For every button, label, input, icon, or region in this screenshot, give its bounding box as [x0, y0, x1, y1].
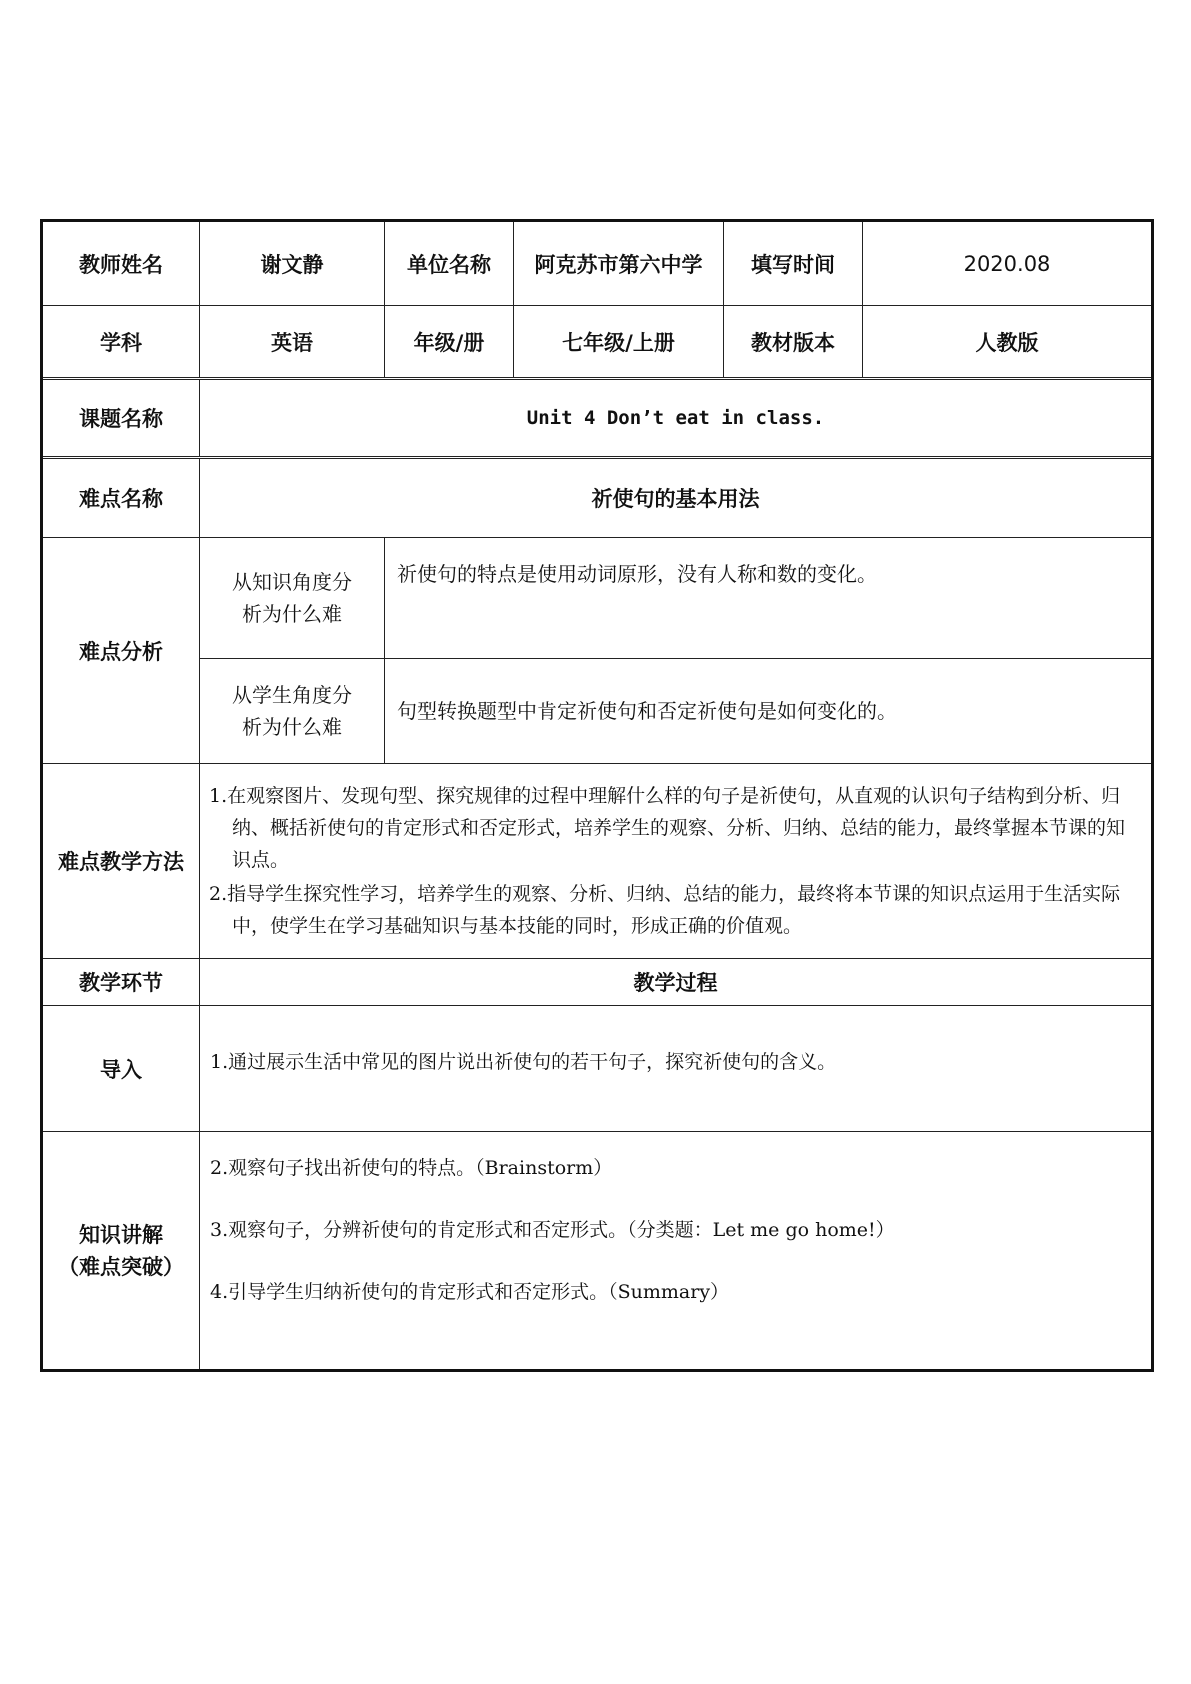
student-angle-text: 句型转换题型中肯定祈使句和否定祈使句是如何变化的。	[397, 699, 897, 723]
subject-value: 英语	[200, 306, 385, 377]
student-analysis-row	[200, 659, 1151, 763]
row-teacher-info	[43, 222, 1151, 306]
grade-label: 年级/册	[385, 306, 514, 377]
method-item-1: 1.在观察图片、发现句型、探究规律的过程中理解什么样的句子是祈使句，从直观的认识句子结构到分析、归纳、概括祈使句的肯定形式和否定形式，培养学生的观察、分析、归纳、总结的能力，最终掌握本节课的知识点。	[209, 785, 1126, 871]
difficulty-value: 祈使句的基本用法	[591, 487, 760, 511]
method-label: 难点教学方法	[43, 764, 200, 958]
row-process-header	[43, 959, 1151, 1006]
analysis-label: 难点分析	[43, 538, 200, 763]
edition-label: 教材版本	[724, 306, 863, 377]
row-knowledge	[43, 1132, 1151, 1369]
method-content	[200, 764, 1151, 958]
knowledge-item-3: 3.观察句子，分辨祈使句的肯定形式和否定形式。（分类题：Let me go home!）	[210, 1219, 895, 1241]
analysis-subtable	[200, 538, 1151, 763]
teacher-value: 谢文静	[200, 222, 385, 305]
difficulty-label: 难点名称	[43, 459, 200, 537]
topic-label: 课题名称	[43, 380, 200, 456]
student-angle-label: 从学生角度分析为什么难	[200, 659, 385, 763]
subject-label: 学科	[43, 306, 200, 377]
date-value: 2020.08	[963, 251, 1051, 276]
intro-text: 1.通过展示生活中常见的图片说出祈使句的若干句子，探究祈使句的含义。	[210, 1051, 837, 1073]
unit-value: 阿克苏市第六中学	[514, 222, 724, 305]
knowledge-angle-label: 从知识角度分析为什么难	[200, 538, 385, 658]
knowledge-content	[200, 1132, 1151, 1369]
stage-header: 教学环节	[43, 959, 200, 1005]
knowledge-label-sub: （难点突破）	[58, 1254, 184, 1279]
knowledge-label	[43, 1132, 200, 1369]
row-subject-info	[43, 306, 1151, 380]
lesson-plan-table	[40, 219, 1154, 1372]
grade-value: 七年级/上册	[514, 306, 724, 377]
row-topic	[43, 380, 1151, 459]
unit-label: 单位名称	[385, 222, 514, 305]
method-item-2: 2.指导学生探究性学习，培养学生的观察、分析、归纳、总结的能力，最终将本节课的知识点运用于生活实际中，使学生在学习基础知识与基本技能的同时，形成正确的价值观。	[209, 883, 1121, 937]
date-label: 填写时间	[724, 222, 863, 305]
edition-value: 人教版	[975, 330, 1039, 355]
knowledge-item-4: 4.引导学生归纳祈使句的肯定形式和否定形式。（Summary）	[210, 1281, 730, 1303]
intro-label: 导入	[43, 1006, 200, 1131]
row-analysis	[43, 538, 1151, 764]
topic-value: Unit 4 Don’t eat in class.	[526, 407, 825, 429]
knowledge-angle-text: 祈使句的特点是使用动词原形，没有人称和数的变化。	[397, 562, 877, 586]
teacher-label: 教师姓名	[43, 222, 200, 305]
row-method	[43, 764, 1151, 959]
knowledge-label-main: 知识讲解	[79, 1222, 163, 1247]
knowledge-analysis-row	[200, 538, 1151, 659]
knowledge-item-2: 2.观察句子找出祈使句的特点。（Brainstorm）	[210, 1157, 613, 1179]
process-header: 教学过程	[633, 971, 718, 995]
row-difficulty	[43, 459, 1151, 538]
row-intro	[43, 1006, 1151, 1132]
